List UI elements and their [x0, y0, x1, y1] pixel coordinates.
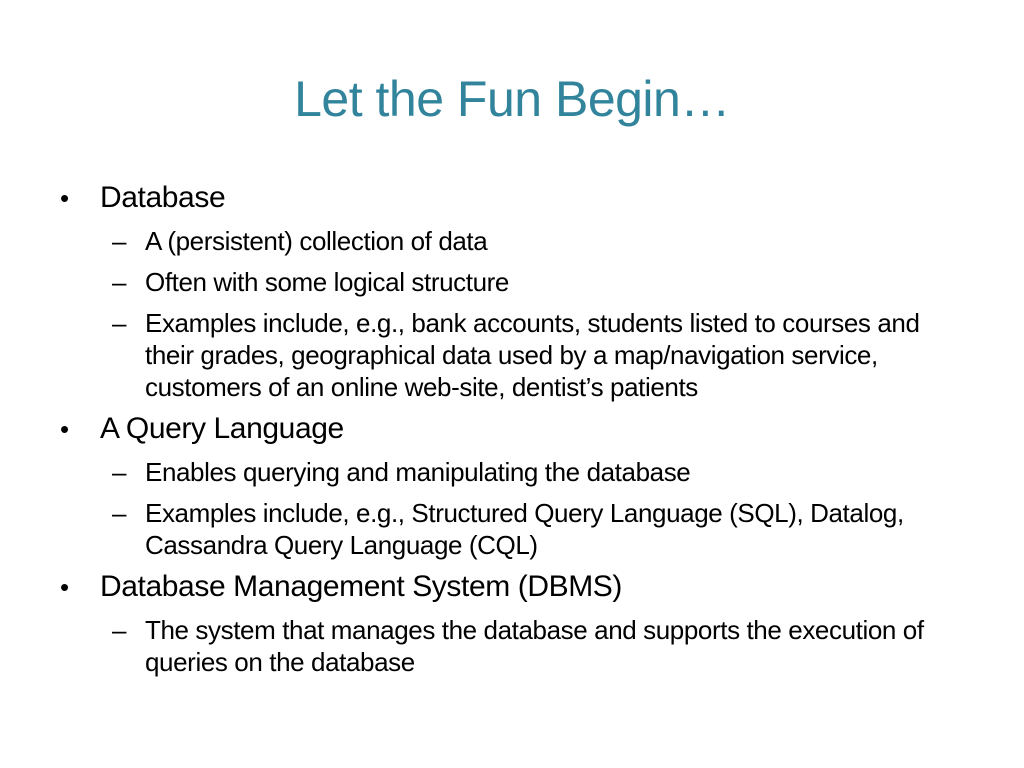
dash-icon: – [112, 308, 127, 338]
sub-bullet-text: Examples include, e.g., bank accounts, students listed to courses and their grades, geographical data used by a map/navigation service, customers of an online web-site, dentist’s patients [145, 308, 920, 402]
sub-bullet-text: Often with some logical structure [145, 267, 509, 297]
dash-icon: – [112, 457, 127, 487]
bullet-item [60, 569, 960, 605]
bullet-text: A Query Language [100, 412, 344, 445]
sub-list [60, 225, 960, 403]
dash-icon: – [112, 498, 127, 528]
bullet-item [60, 411, 960, 447]
slide-content [60, 180, 960, 678]
bullet-icon: • [60, 183, 69, 213]
sub-list [60, 614, 960, 678]
dash-icon: – [112, 226, 127, 256]
sub-list [60, 456, 960, 561]
bullet-text: Database Management System (DBMS) [100, 570, 623, 603]
sub-bullet-text: Examples include, e.g., Structured Query Language (SQL), Datalog, Cassandra Query Language (CQL) [145, 498, 904, 560]
slide-title: Let the Fun Begin… [294, 71, 730, 127]
dash-icon: – [112, 615, 127, 645]
sub-bullet-item [60, 307, 945, 403]
sub-bullet-text: A (persistent) collection of data [145, 226, 488, 256]
sub-bullet-item [60, 614, 945, 678]
bullet-item [60, 180, 960, 216]
sub-bullet-item [60, 266, 945, 298]
bullet-text: Database [100, 181, 226, 214]
sub-bullet-text: The system that manages the database and supports the execution of queries on the database [145, 615, 924, 677]
sub-bullet-item [60, 497, 945, 561]
dash-icon: – [112, 267, 127, 297]
sub-bullet-text: Enables querying and manipulating the database [145, 457, 691, 487]
bullet-icon: • [60, 414, 69, 444]
sub-bullet-item [60, 456, 945, 488]
bullet-icon: • [60, 572, 69, 602]
sub-bullet-item [60, 225, 945, 257]
